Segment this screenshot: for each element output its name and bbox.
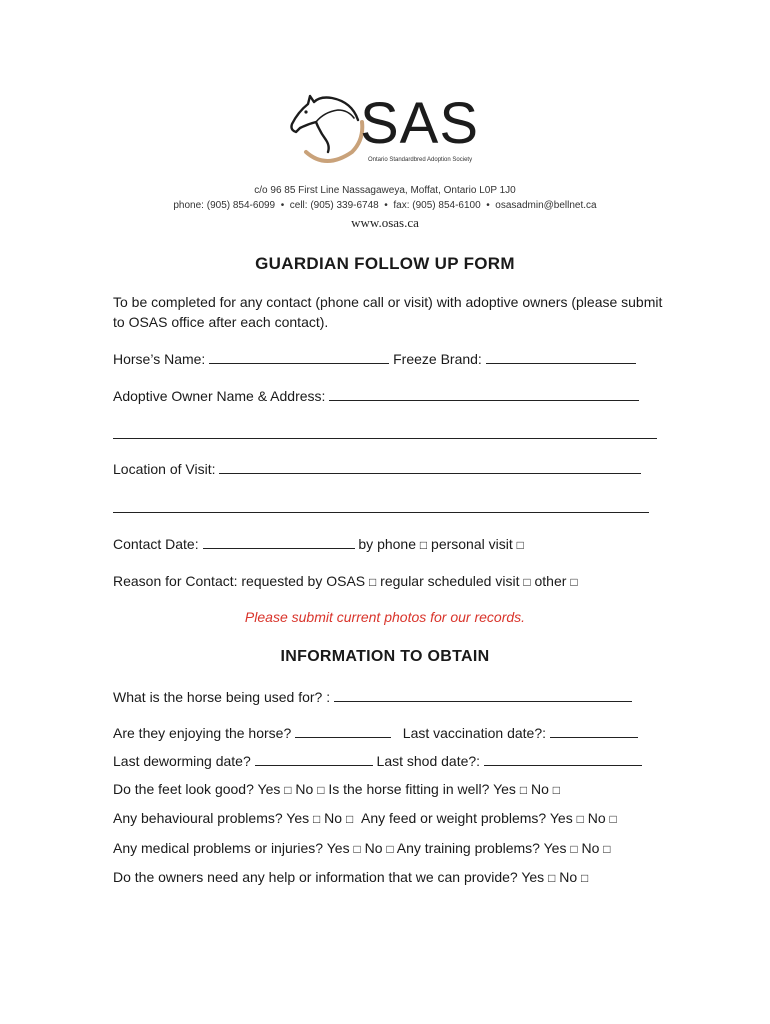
form-title: GUARDIAN FOLLOW UP FORM <box>255 254 515 273</box>
deworming-shod-row <box>113 750 642 771</box>
fitting-no-label: No <box>530 781 549 797</box>
help-label: Do the owners need any help or information that we can provide? <box>113 869 518 885</box>
form-intro: To be completed for any contact (phone call or visit) with adoptive owners (please submit to OSAS office after each contact). <box>113 294 663 330</box>
medical-yes-checkbox[interactable]: □ <box>353 842 361 856</box>
fitting-yes-label: Yes <box>493 781 516 797</box>
contact-date-label: Contact Date: <box>113 536 199 552</box>
mailing-address: c/o 96 85 First Line Nassagaweya, Moffat, Ontario L0P 1J0 <box>254 185 516 196</box>
freeze-brand-field[interactable] <box>486 348 636 364</box>
info-section-title: INFORMATION TO OBTAIN <box>280 648 490 665</box>
enjoying-label: Are they enjoying the horse? <box>113 725 292 741</box>
used-for-row <box>113 686 632 707</box>
deworming-label: Last deworming date? <box>113 753 251 769</box>
website-link[interactable]: www.osas.ca <box>351 215 419 230</box>
horse-name-field[interactable] <box>209 348 389 364</box>
feet-fitting-row <box>113 779 560 800</box>
behavioural-no-checkbox[interactable]: □ <box>345 812 354 826</box>
help-no-label: No <box>559 869 578 885</box>
training-yes-label: Yes <box>543 840 567 856</box>
behavioural-no-label: No <box>324 810 343 826</box>
personal-visit-checkbox[interactable]: □ <box>516 538 524 552</box>
regular-visit-checkbox[interactable]: □ <box>523 575 531 589</box>
behavioural-label: Any behavioural problems? <box>113 810 283 826</box>
medical-no-checkbox[interactable]: □ <box>386 842 394 856</box>
osas-logo <box>286 90 496 172</box>
deworming-field[interactable] <box>255 750 373 766</box>
feed-no-label: No <box>587 810 606 826</box>
personal-visit-label: personal visit <box>431 536 513 552</box>
location-field[interactable] <box>219 458 641 474</box>
regular-visit-label: regular scheduled visit <box>380 573 520 589</box>
location-row <box>113 458 641 479</box>
horse-head-logo-icon <box>286 90 368 172</box>
owner-label: Adoptive Owner Name & Address: <box>113 388 326 404</box>
photos-note: Please submit current photos for our records. <box>244 609 526 625</box>
fitting-label: Is the horse fitting in well? <box>328 781 490 797</box>
other-label: other <box>534 573 567 589</box>
email-address[interactable]: osasadmin@bellnet.ca <box>495 200 597 211</box>
used-for-label: What is the horse being used for? : <box>113 689 331 705</box>
feet-no-checkbox[interactable]: □ <box>317 783 325 797</box>
medical-yes-label: Yes <box>326 840 350 856</box>
separator-bullet: • <box>384 200 388 211</box>
enjoying-field[interactable] <box>295 722 391 738</box>
training-label: Any training problems? <box>396 840 540 856</box>
owner-field-line-2[interactable] <box>113 437 657 439</box>
contact-date-field[interactable] <box>203 533 355 549</box>
vaccination-label: Last vaccination date?: <box>402 725 547 741</box>
training-no-label: No <box>581 840 600 856</box>
medical-training-row <box>113 838 611 859</box>
horse-name-row <box>113 348 636 369</box>
help-yes-label: Yes <box>521 869 545 885</box>
training-yes-checkbox[interactable]: □ <box>570 842 578 856</box>
behavioural-yes-checkbox[interactable]: □ <box>313 812 321 826</box>
fax-number: fax: (905) 854-6100 <box>393 200 481 211</box>
requested-by-osas-checkbox[interactable]: □ <box>369 575 377 589</box>
owner-field[interactable] <box>329 385 639 401</box>
medical-label: Any medical problems or injuries? <box>113 840 324 856</box>
feed-yes-checkbox[interactable]: □ <box>576 812 584 826</box>
horse-name-label: Horse’s Name: <box>113 351 206 367</box>
fitting-yes-checkbox[interactable]: □ <box>519 783 528 797</box>
logo-wordmark: SAS <box>360 91 480 156</box>
help-yes-checkbox[interactable]: □ <box>548 871 556 885</box>
separator-bullet: • <box>280 200 285 211</box>
feet-yes-checkbox[interactable]: □ <box>284 783 292 797</box>
owner-row <box>113 385 639 406</box>
reason-label: Reason for Contact: requested by OSAS <box>113 573 366 589</box>
vaccination-field[interactable] <box>550 722 638 738</box>
cell-number: cell: (905) 339-6748 <box>289 200 379 211</box>
help-row <box>113 867 588 888</box>
by-phone-checkbox[interactable]: □ <box>419 538 428 552</box>
training-no-checkbox[interactable]: □ <box>603 842 611 856</box>
feed-label: Any feed or weight problems? <box>361 810 547 826</box>
shod-label: Last shod date?: <box>376 753 481 769</box>
location-label: Location of Visit: <box>113 461 216 477</box>
feet-no-label: No <box>295 781 314 797</box>
feet-label: Do the feet look good? <box>113 781 254 797</box>
help-no-checkbox[interactable]: □ <box>581 871 589 885</box>
separator-bullet: • <box>486 200 490 211</box>
feed-yes-label: Yes <box>549 810 573 826</box>
by-phone-label: by phone <box>358 536 416 552</box>
feet-yes-label: Yes <box>257 781 281 797</box>
other-checkbox[interactable]: □ <box>570 575 578 589</box>
behaviour-feed-row <box>113 808 617 829</box>
freeze-brand-label: Freeze Brand: <box>393 351 482 367</box>
enjoying-vaccination-row <box>113 722 638 743</box>
fitting-no-checkbox[interactable]: □ <box>552 783 560 797</box>
contact-date-row <box>113 533 524 555</box>
medical-no-label: No <box>364 840 383 856</box>
location-field-line-2[interactable] <box>113 511 649 513</box>
behavioural-yes-label: Yes <box>286 810 310 826</box>
contact-numbers <box>0 200 770 211</box>
reason-row <box>113 571 578 592</box>
phone-number: phone: (905) 854-6099 <box>173 200 276 211</box>
logo-subtitle: Ontario Standardbred Adoption Society <box>368 157 473 163</box>
shod-field[interactable] <box>484 750 642 766</box>
feed-no-checkbox[interactable]: □ <box>609 812 617 826</box>
used-for-field[interactable] <box>334 686 632 702</box>
